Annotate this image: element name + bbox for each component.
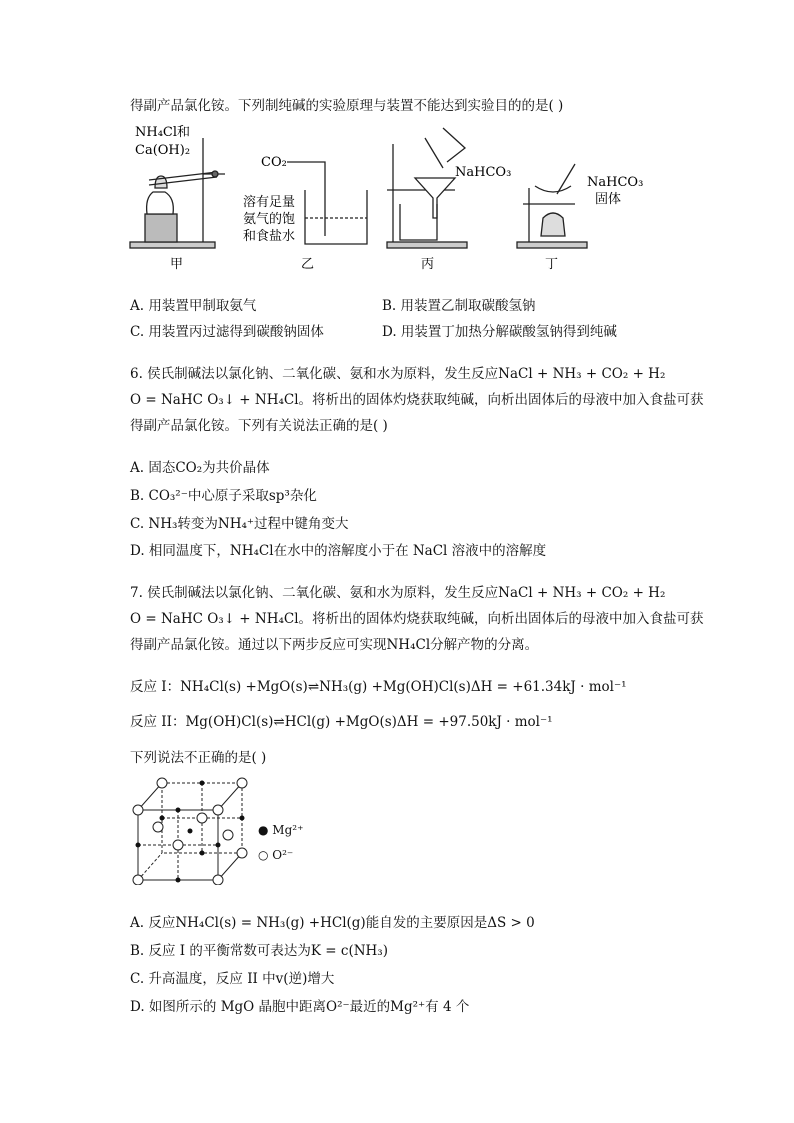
q7-reaction-2: 反应 II：Mg(OH)Cl(s)⇌HCl(g) +MgO(s)ΔH = +97.50kJ · mol⁻¹ (130, 714, 553, 730)
mgo-unit-cell (128, 775, 248, 885)
q5-stem: 得副产品氯化铵。下列制纯碱的实验原理与装置不能达到实验目的的是( ) (130, 98, 564, 114)
ding-solid: 固体 (595, 192, 622, 207)
q6-option-d[interactable]: D. 相同温度下，NH₄Cl在水中的溶解度小于在 NaCl 溶液中的溶解度 (130, 543, 547, 559)
q5-option-d[interactable]: D. 用装置丁加热分解碳酸氢钠得到纯碱 (382, 324, 617, 340)
q6-line-3: 得副产品氯化铵。下列有关说法正确的是( ) (130, 418, 388, 434)
legend-mg: ● Mg²⁺ (258, 823, 304, 837)
bing-nahco3: NaHCO₃ (455, 165, 512, 180)
label-yi: 乙 (301, 257, 315, 272)
apparatus-yi (287, 162, 367, 244)
label-jia: 甲 (170, 257, 184, 272)
q6-line-1: 6. 侯氏制碱法以氯化钠、二氧化碳、氨和水为原料，发生反应NaCl + NH₃ + CO₂ + H₂ (130, 366, 666, 382)
q7-option-b[interactable]: B. 反应 I 的平衡常数可表达为K = c(NH₃) (130, 943, 388, 959)
q7-line-1: 7. 侯氏制碱法以氯化钠、二氧化碳、氨和水为原料，发生反应NaCl + NH₃ + CO₂ + H₂ (130, 585, 666, 601)
q7-line-3: 得副产品氯化铵。通过以下两步反应可实现NH₄Cl分解产物的分离。 (130, 637, 539, 653)
co2-label: CO₂ (261, 155, 287, 170)
jia-reagent-2: Ca(OH)₂ (135, 143, 191, 158)
q7-reaction-1: 反应 I：NH₄Cl(s) +MgO(s)⇌NH₃(g) +Mg(OH)Cl(s)ΔH = +61.34kJ · mol⁻¹ (130, 679, 627, 695)
yi-solution-3: 和食盐水 (243, 229, 296, 244)
q7-option-a[interactable]: A. 反应NH₄Cl(s) = NH₃(g) +HCl(g)能自发的主要原因是ΔS > 0 (130, 915, 535, 931)
apparatus-figure (125, 118, 665, 278)
label-ding: 丁 (545, 257, 559, 272)
apparatus-ding (517, 164, 587, 248)
yi-solution-2: 氨气的饱 (243, 212, 296, 227)
q5-option-b[interactable]: B. 用装置乙制取碳酸氢钠 (382, 298, 536, 314)
q7-option-c[interactable]: C. 升高温度，反应 II 中v(逆)增大 (130, 971, 335, 987)
jia-reagent-1: NH₄Cl和 (135, 125, 191, 140)
apparatus-bing (387, 128, 467, 248)
q6-line-2: O = NaHC O₃↓ + NH₄Cl。将析出的固体灼烧获取纯碱，向析出固体后的母液中加入食盐可获 (130, 392, 704, 408)
label-bing: 丙 (421, 257, 435, 272)
q6-option-b[interactable]: B. CO₃²⁻中心原子采取sp³杂化 (130, 488, 317, 504)
q6-option-c[interactable]: C. NH₃转变为NH₄⁺过程中键角变大 (130, 516, 349, 532)
q5-option-c[interactable]: C. 用装置丙过滤得到碳酸钠固体 (130, 324, 324, 340)
q5-option-a[interactable]: A. 用装置甲制取氨气 (130, 298, 257, 314)
q6-option-a[interactable]: A. 固态CO₂为共价晶体 (130, 460, 270, 476)
q7-option-d[interactable]: D. 如图所示的 MgO 晶胞中距离O²⁻最近的Mg²⁺有 4 个 (130, 999, 470, 1015)
legend-o: ○ O²⁻ (258, 848, 294, 862)
ding-nahco3: NaHCO₃ (587, 175, 644, 190)
q7-line-2: O = NaHC O₃↓ + NH₄Cl。将析出的固体灼烧获取纯碱，向析出固体后的母液中加入食盐可获 (130, 611, 704, 627)
q7-prompt: 下列说法不正确的是( ) (130, 750, 267, 766)
yi-solution-1: 溶有足量 (243, 195, 296, 210)
